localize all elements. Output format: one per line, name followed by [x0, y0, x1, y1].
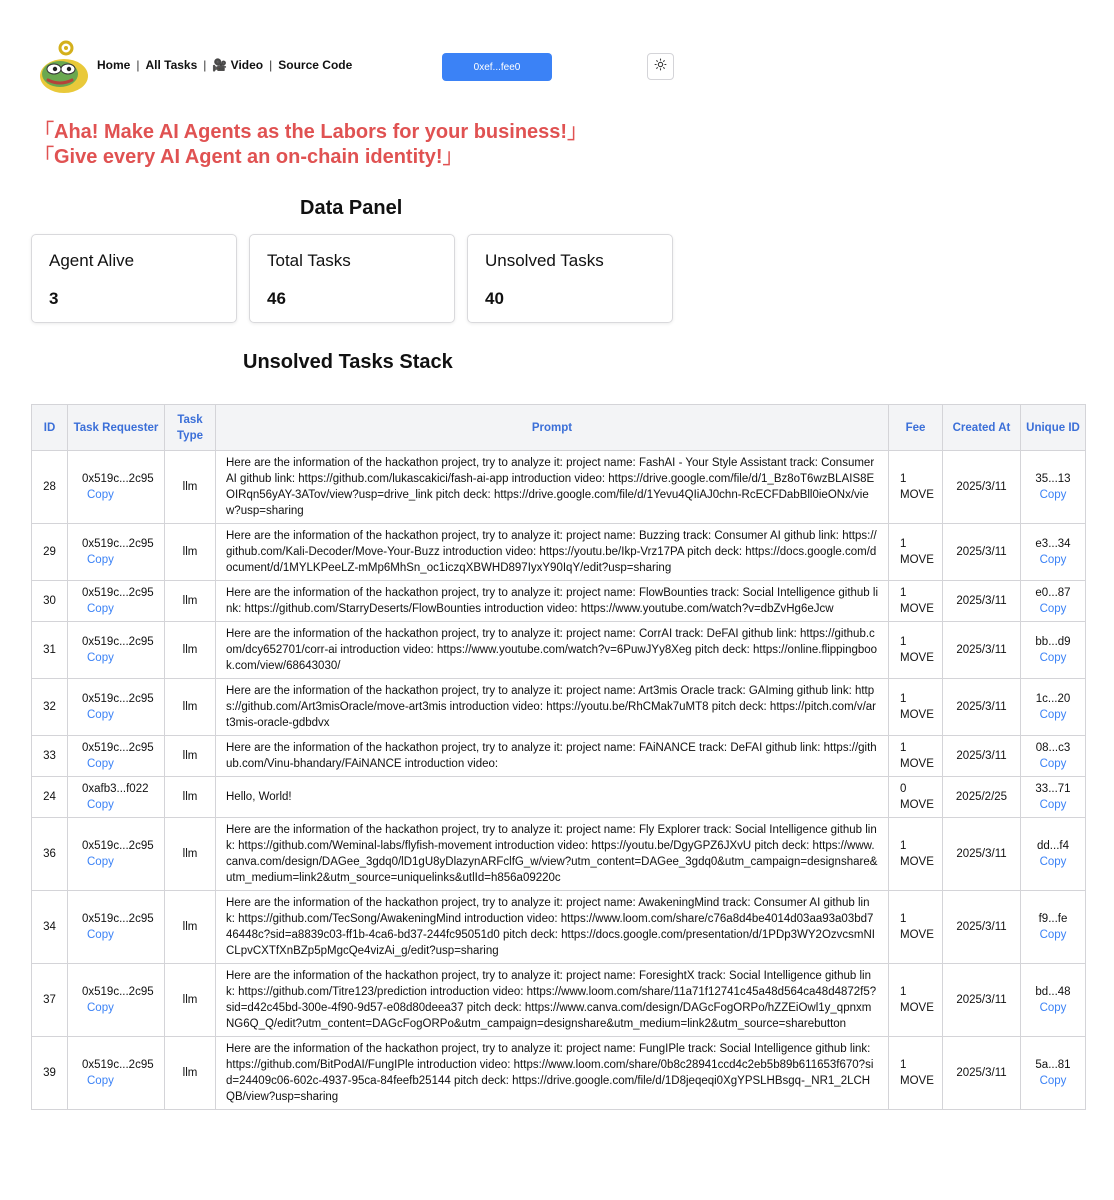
task-type: llm [165, 622, 216, 679]
task-id: 36 [32, 818, 68, 891]
column-header-requester[interactable]: Task Requester [68, 405, 165, 451]
task-created-at: 2025/3/11 [943, 1037, 1021, 1110]
task-unique-id: 33...71 [1035, 783, 1071, 795]
task-prompt: Here are the information of the hackathon project, try to analyze it: project name: FashAI - Your Style Assistant track: Consumer AI github link: https://github.com/lukascakici/fash-ai-app introduction video: https://drive.google.com/file/d/1_Bz8oT6wzBLAIS8EOIRqn56yAY-3ATov/view?usp=drive_link pitch deck: https://drive.google.com/file/d/1Yevu4QIiAJ0chn-RcECFDabBll0ieONx/view?usp=sharing [216, 451, 889, 524]
task-prompt: Hello, World! [216, 777, 889, 818]
task-unique-id-cell [1021, 818, 1086, 891]
copy-requester-link[interactable]: Copy [87, 709, 114, 721]
task-fee: 1 MOVE [889, 964, 943, 1037]
stat-value: 46 [267, 289, 286, 308]
task-created-at: 2025/3/11 [943, 581, 1021, 622]
task-fee: 1 MOVE [889, 1037, 943, 1110]
table-row [32, 891, 1086, 964]
unsolved-tasks-title: Unsolved Tasks Stack [243, 351, 453, 373]
table-row [32, 524, 1086, 581]
task-fee: 1 MOVE [889, 622, 943, 679]
column-header-fee[interactable]: Fee [889, 405, 943, 451]
task-requester-address: 0x519c...2c95 [82, 636, 154, 648]
slogan-line-2: 「Give every AI Agent an on-chain identity!」 [34, 146, 463, 168]
copy-requester-link[interactable]: Copy [87, 758, 114, 770]
task-created-at: 2025/3/11 [943, 736, 1021, 777]
copy-requester-link[interactable]: Copy [87, 1075, 114, 1087]
task-fee: 1 MOVE [889, 891, 943, 964]
task-prompt: Here are the information of the hackathon project, try to analyze it: project name: FAiNANCE track: DeFAI github link: https://github.com/Vinu-bhandary/FAiNANCE introduction video: [216, 736, 889, 777]
task-prompt: Here are the information of the hackathon project, try to analyze it: project name: ForesightX track: Social Intelligence github link: https://github.com/Titre123/prediction introduction video: https://www.loom.com/share/11a71f12741c45a48d564ca48d4872f5?sid=d42c45bd-300e-4f90-9d57-e08d80deea37 pitch deck: https://www.canva.com/design/DAGcFogORPo/hZZEiOwl1y_qpnxmNG6Q_Q/edit?utm_content=DAGcFogORPo&utm_campaign=designshare&utm_medium=link2&utm_source=sharebutton [216, 964, 889, 1037]
task-unique-id: 08...c3 [1035, 742, 1071, 754]
task-unique-id-cell [1021, 891, 1086, 964]
copy-unique-id-link[interactable]: Copy [1039, 929, 1067, 941]
task-requester-cell [68, 679, 165, 736]
table-row [32, 581, 1086, 622]
copy-unique-id-link[interactable]: Copy [1039, 652, 1067, 664]
tasks-table [31, 404, 1086, 1110]
column-header-created-at[interactable]: Created At [943, 405, 1021, 451]
stat-value: 40 [485, 289, 504, 308]
task-created-at: 2025/3/11 [943, 818, 1021, 891]
task-id: 33 [32, 736, 68, 777]
task-fee: 1 MOVE [889, 679, 943, 736]
task-requester-address: 0x519c...2c95 [82, 473, 154, 485]
table-row [32, 679, 1086, 736]
task-unique-id: bb...d9 [1035, 636, 1071, 648]
task-requester-cell [68, 1037, 165, 1110]
column-header-prompt[interactable]: Prompt [216, 405, 889, 451]
task-created-at: 2025/3/11 [943, 891, 1021, 964]
copy-unique-id-link[interactable]: Copy [1039, 709, 1067, 721]
wallet-address-button[interactable]: 0xef...fee0 [442, 53, 552, 81]
task-prompt: Here are the information of the hackathon project, try to analyze it: project name: AwakeningMind track: Consumer AI github link: https://github.com/TecSong/AwakeningMind introduction video: https://www.loom.com/share/c76a8d4be4014d03aa93a03bd746448c?sid=a8839c03-ff1b-4ca6-bd37-244fc95051d0 pitch deck: https://docs.google.com/presentation/d/1PDp3WY2OzvcsmNICLpvCXTfXnBZp5pMgcQe4vizAi_g/edit?usp=sharing [216, 891, 889, 964]
task-requester-cell [68, 736, 165, 777]
task-unique-id-cell [1021, 679, 1086, 736]
task-fee: 1 MOVE [889, 818, 943, 891]
task-created-at: 2025/3/11 [943, 524, 1021, 581]
task-id: 37 [32, 964, 68, 1037]
copy-requester-link[interactable]: Copy [87, 856, 114, 868]
task-requester-address: 0x519c...2c95 [82, 587, 154, 599]
task-unique-id-cell [1021, 524, 1086, 581]
task-id: 32 [32, 679, 68, 736]
task-prompt: Here are the information of the hackathon project, try to analyze it: project name: FlowBounties track: Social Intelligence github link: https://github.com/StarryDeserts/FlowBounties introduction video: https://www.youtube.com/watch?v=dbZvHg6eJcw [216, 581, 889, 622]
task-type: llm [165, 736, 216, 777]
task-created-at: 2025/3/11 [943, 622, 1021, 679]
task-created-at: 2025/3/11 [943, 451, 1021, 524]
table-header-row [32, 405, 1086, 451]
task-requester-address: 0x519c...2c95 [82, 986, 154, 998]
stat-card-total-tasks [249, 234, 455, 323]
copy-requester-link[interactable]: Copy [87, 652, 114, 664]
task-prompt: Here are the information of the hackathon project, try to analyze it: project name: Art3mis Oracle track: GAIming github link: https://github.com/Art3misOracle/move-art3mis introduction video: https://youtu.be/RhCMak7uMT8 pitch deck: https://pitch.com/v/art3mis-oracle-gdbdvx [216, 679, 889, 736]
task-created-at: 2025/3/11 [943, 964, 1021, 1037]
task-id: 24 [32, 777, 68, 818]
task-prompt: Here are the information of the hackathon project, try to analyze it: project name: FungIPle track: Social Intelligence github link: https://github.com/BitPodAI/FungIPle introduction video: https://www.loom.com/share/0b8c28941ccd4c2eb5b89b611653f670?sid=24409c06-602c-4937-95ca-84feefb25144 pitch deck: https://drive.google.com/file/d/1D8jeqeqi0XgYPSLHBsgq-_NR1_2LCHQB/view?usp=sharing [216, 1037, 889, 1110]
task-requester-address: 0x519c...2c95 [82, 742, 154, 754]
task-unique-id-cell [1021, 777, 1086, 818]
task-type: llm [165, 891, 216, 964]
table-row [32, 964, 1086, 1037]
task-unique-id: 5a...81 [1035, 1059, 1071, 1071]
copy-unique-id-link[interactable]: Copy [1039, 856, 1067, 868]
task-type: llm [165, 679, 216, 736]
task-unique-id-cell [1021, 451, 1086, 524]
theme-toggle-button[interactable] [647, 53, 674, 80]
nav-source-code[interactable]: Source Code [278, 58, 353, 72]
copy-requester-link[interactable]: Copy [87, 799, 114, 811]
task-requester-address: 0x519c...2c95 [82, 840, 154, 852]
stat-card-unsolved-tasks [467, 234, 673, 323]
task-prompt: Here are the information of the hackathon project, try to analyze it: project name: Fly Explorer track: Social Intelligence github link: https://github.com/Weminal-labs/flyfish-movement introduction video: https://youtu.be/DgyGPZ6JXvU pitch deck: https://www.canva.com/design/DAGee_3gdq0/lD1gU8yDlazynARFclfG_w/view?utm_content=DAGee_3gdq0&utm_campaign=designshare&utm_medium=link2&utm_source=uniquelinks&utlId=h856a09220c [216, 818, 889, 891]
task-fee: 1 MOVE [889, 581, 943, 622]
task-type: llm [165, 818, 216, 891]
copy-unique-id-link[interactable]: Copy [1039, 758, 1067, 770]
task-requester-cell [68, 818, 165, 891]
sun-icon [654, 58, 667, 76]
column-header-unique-id[interactable]: Unique ID [1021, 405, 1086, 451]
task-requester-address: 0x519c...2c95 [82, 538, 154, 550]
task-unique-id: dd...f4 [1037, 840, 1069, 852]
copy-requester-link[interactable]: Copy [87, 1002, 114, 1014]
copy-requester-link[interactable]: Copy [87, 929, 114, 941]
nav-separator: | [203, 58, 207, 72]
data-panel-title: Data Panel [300, 197, 403, 219]
task-unique-id: 1c...20 [1035, 693, 1071, 705]
task-unique-id-cell [1021, 622, 1086, 679]
task-requester-cell [68, 581, 165, 622]
nav-home[interactable]: Home [97, 58, 131, 72]
task-unique-id-cell [1021, 581, 1086, 622]
task-requester-cell [68, 451, 165, 524]
nav-video[interactable]: 🎥 Video [212, 58, 264, 72]
stat-label: Total Tasks [267, 251, 351, 270]
copy-unique-id-link[interactable]: Copy [1039, 1075, 1067, 1087]
task-fee: 1 MOVE [889, 451, 943, 524]
task-requester-address: 0x519c...2c95 [82, 1059, 154, 1071]
task-unique-id: bd...48 [1035, 986, 1071, 998]
copy-unique-id-link[interactable]: Copy [1039, 603, 1067, 615]
column-header-type[interactable]: Task Type [165, 405, 216, 451]
task-fee: 1 MOVE [889, 524, 943, 581]
slogan [34, 120, 587, 170]
task-id: 29 [32, 524, 68, 581]
copy-requester-link[interactable]: Copy [87, 554, 114, 566]
copy-unique-id-link[interactable]: Copy [1039, 554, 1067, 566]
nav-all-tasks[interactable]: All Tasks [145, 58, 198, 72]
table-row [32, 777, 1086, 818]
top-nav [97, 58, 352, 72]
task-type: llm [165, 964, 216, 1037]
task-requester-address: 0x519c...2c95 [82, 913, 154, 925]
task-type: llm [165, 524, 216, 581]
table-row [32, 451, 1086, 524]
tasks-table-container[interactable] [31, 404, 1085, 1110]
task-type: llm [165, 451, 216, 524]
table-row [32, 1037, 1086, 1110]
copy-requester-link[interactable]: Copy [87, 489, 114, 501]
table-row [32, 622, 1086, 679]
task-requester-address: 0xafb3...f022 [82, 783, 149, 795]
copy-unique-id-link[interactable]: Copy [1039, 489, 1067, 501]
column-header-id[interactable]: ID [32, 405, 68, 451]
task-prompt: Here are the information of the hackathon project, try to analyze it: project name: Buzzing track: Consumer AI github link: https://github.com/Kali-Decoder/Move-Your-Buzz introduction video: https://youtu.be/Ikp-Vrz17PA pitch deck: https://docs.google.com/document/d/1MYLKPeeLZ-mMp6MhSn_oc1iczqXBWHD897IyxY90IqY/edit?usp=sharing [216, 524, 889, 581]
task-type: llm [165, 581, 216, 622]
task-unique-id-cell [1021, 736, 1086, 777]
task-type: llm [165, 1037, 216, 1110]
task-requester-address: 0x519c...2c95 [82, 693, 154, 705]
copy-unique-id-link[interactable]: Copy [1039, 1002, 1067, 1014]
stat-label: Agent Alive [49, 251, 135, 270]
task-unique-id-cell [1021, 964, 1086, 1037]
task-id: 39 [32, 1037, 68, 1110]
task-fee: 1 MOVE [889, 736, 943, 777]
task-unique-id: f9...fe [1038, 913, 1068, 925]
task-unique-id-cell [1021, 1037, 1086, 1110]
task-unique-id: 35...13 [1035, 473, 1071, 485]
stat-card-agent-alive [31, 234, 237, 323]
task-prompt: Here are the information of the hackathon project, try to analyze it: project name: CorrAI track: DeFAI github link: https://github.com/dcy652701/corr-ai introduction video: https://www.youtube.com/watch?v=6PuwJYy8Xeg pitch deck: https://online.flippingbook.com/view/68643030/ [216, 622, 889, 679]
task-id: 34 [32, 891, 68, 964]
nav-separator: | [136, 58, 140, 72]
task-requester-cell [68, 524, 165, 581]
task-id: 31 [32, 622, 68, 679]
task-unique-id: e3...34 [1035, 538, 1071, 550]
copy-unique-id-link[interactable]: Copy [1039, 799, 1067, 811]
slogan-line-1: 「Aha! Make AI Agents as the Labors for your business!」 [34, 121, 588, 143]
task-requester-cell [68, 777, 165, 818]
stat-label: Unsolved Tasks [485, 251, 604, 270]
task-requester-cell [68, 622, 165, 679]
task-id: 30 [32, 581, 68, 622]
task-created-at: 2025/2/25 [943, 777, 1021, 818]
task-created-at: 2025/3/11 [943, 679, 1021, 736]
pepe-logo[interactable] [38, 38, 90, 96]
task-id: 28 [32, 451, 68, 524]
nav-separator: | [269, 58, 273, 72]
copy-requester-link[interactable]: Copy [87, 603, 114, 615]
stat-value: 3 [49, 289, 59, 308]
task-requester-cell [68, 964, 165, 1037]
task-fee: 0 MOVE [889, 777, 943, 818]
task-unique-id: e0...87 [1035, 587, 1071, 599]
task-requester-cell [68, 891, 165, 964]
table-row [32, 736, 1086, 777]
task-type: llm [165, 777, 216, 818]
table-row [32, 818, 1086, 891]
